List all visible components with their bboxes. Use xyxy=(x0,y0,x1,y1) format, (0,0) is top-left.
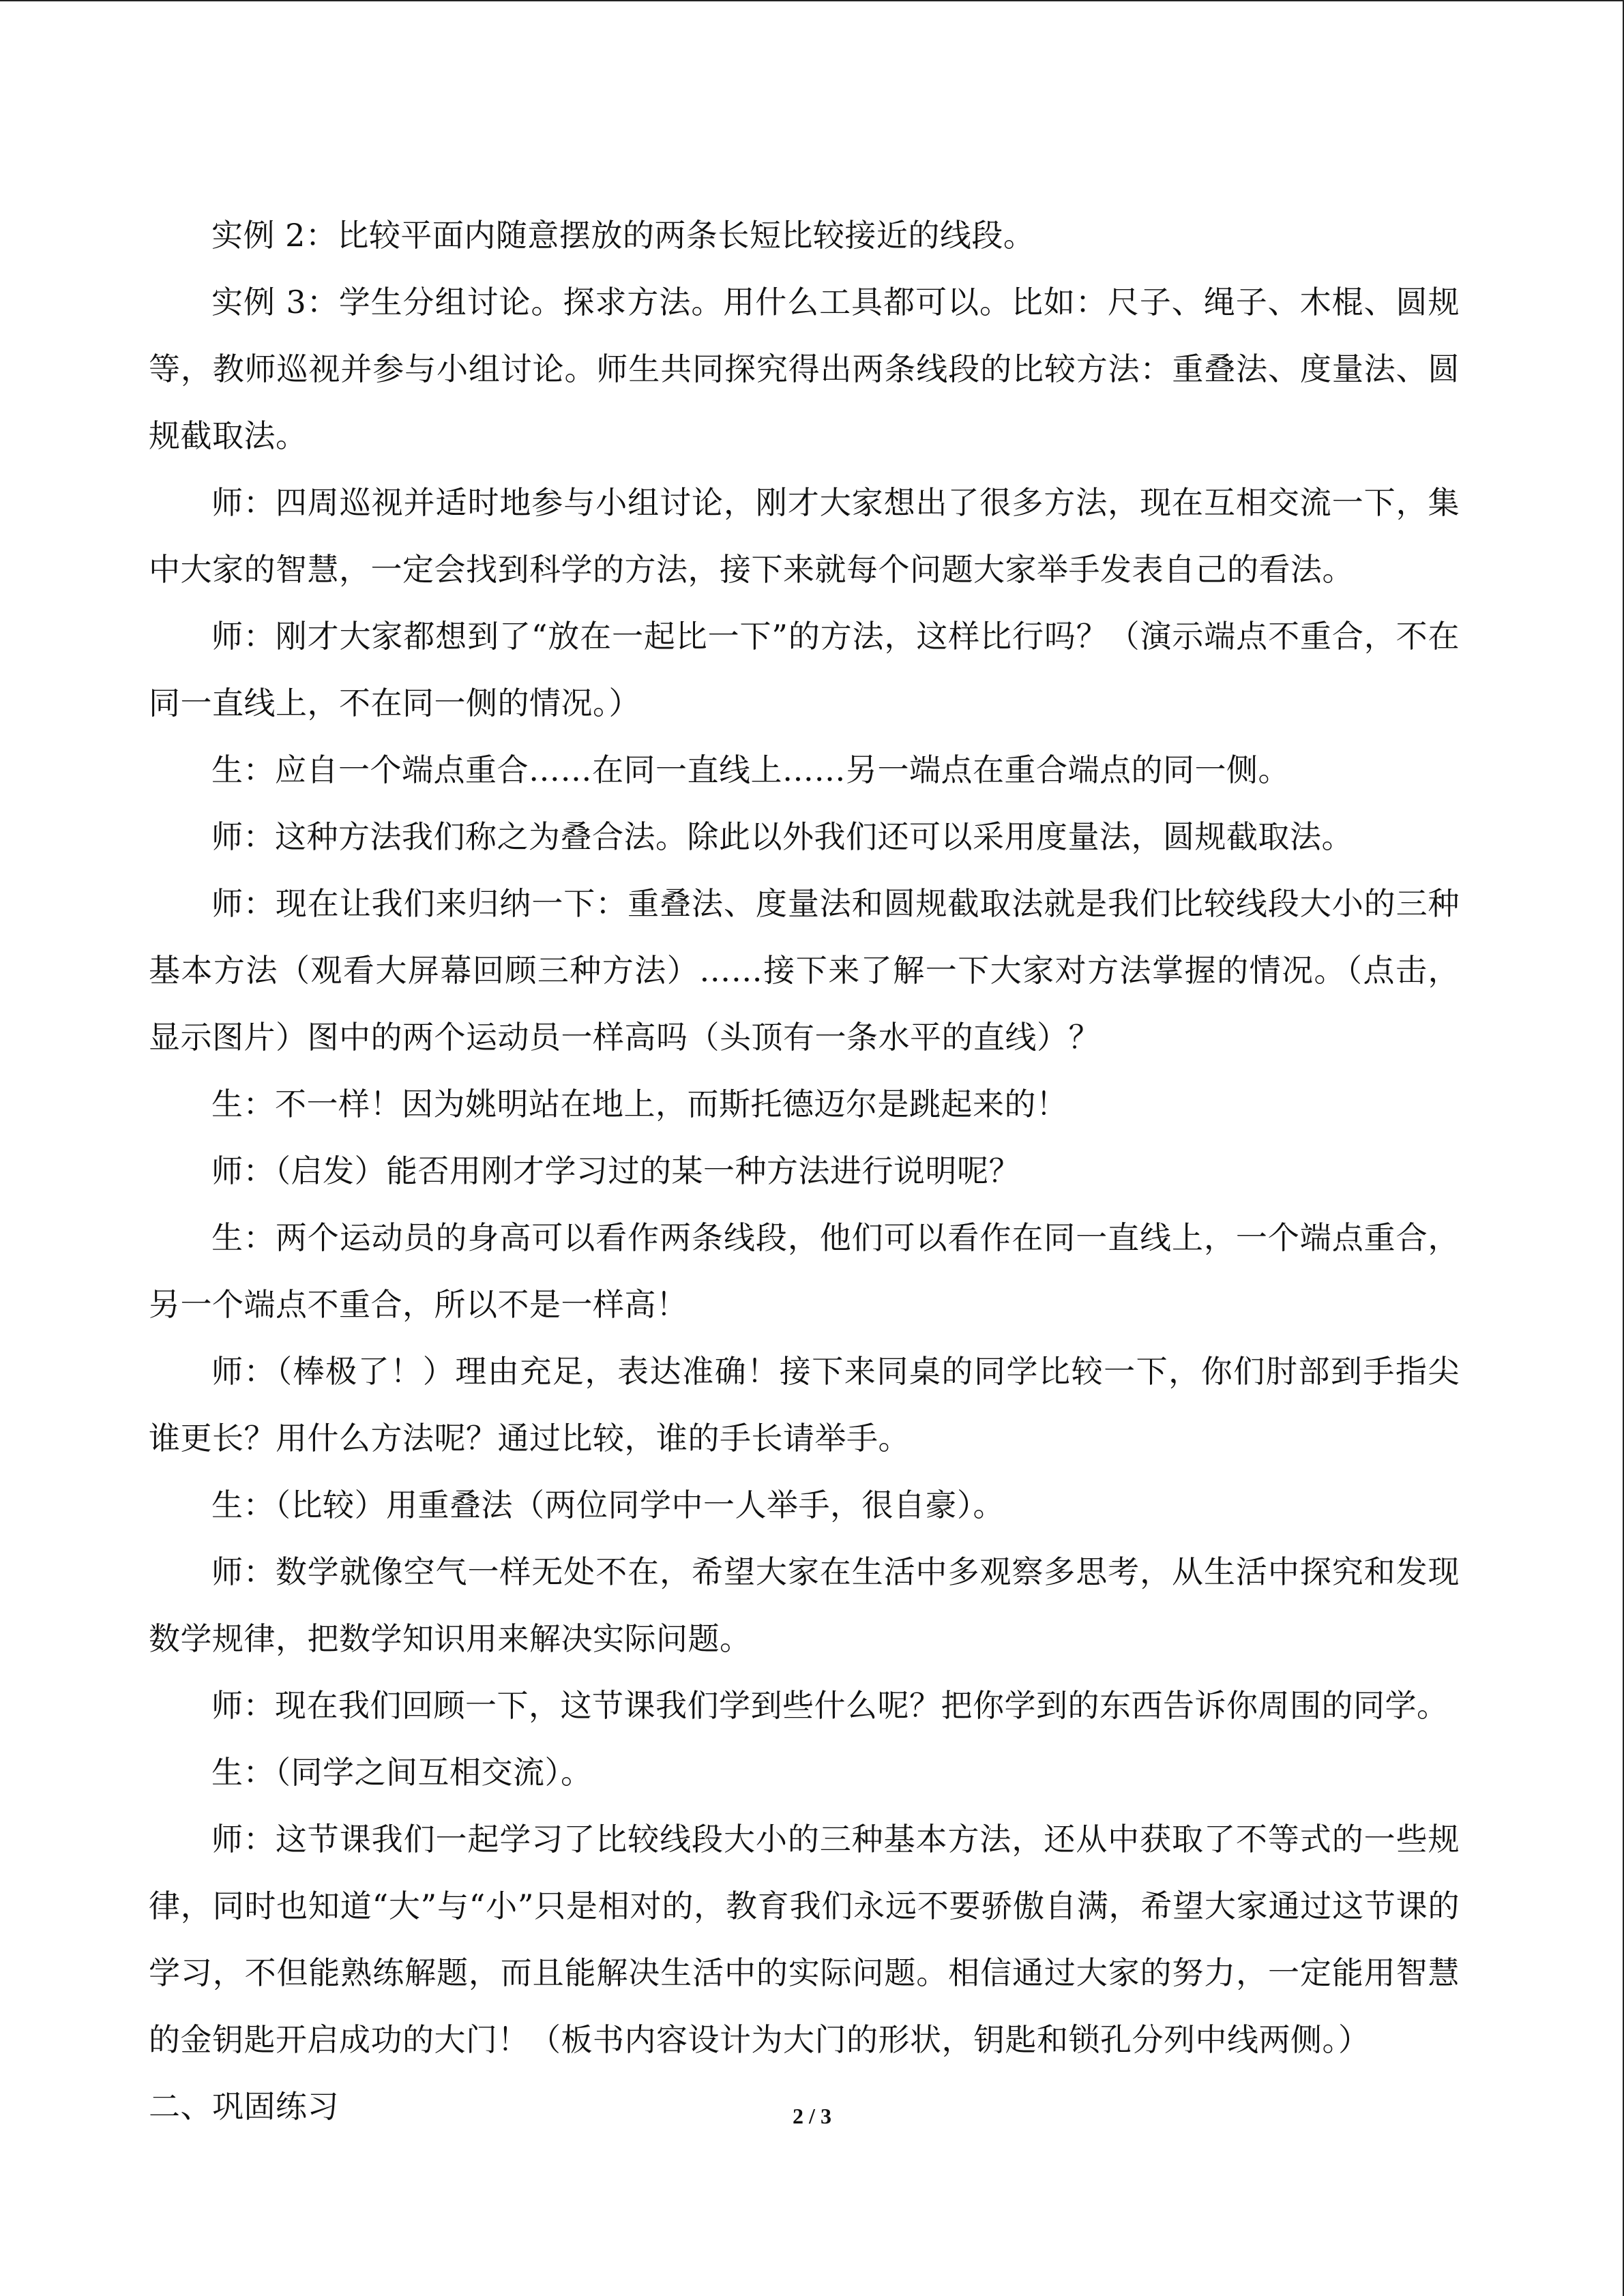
paragraph-student-2: 生：不一样！因为姚明站在地上，而斯托德迈尔是跳起来的！ xyxy=(211,1086,1068,1122)
paragraph-teacher-2: 师：刚才大家都想到了“放在一起比一下”的方法，这样比行吗？（演示端点不重合，不在同一直线上，不在同一侧的情况。） xyxy=(149,618,1460,721)
paragraph-student-5: 生：（同学之间互相交流）。 xyxy=(211,1754,593,1791)
paragraph-teacher-5: 师：（启发）能否用刚才学习过的某一种方法进行说明呢？ xyxy=(211,1152,1020,1189)
paragraph-example-3: 实例 3：学生分组讨论。探求方法。用什么工具都可以。比如：尺子、绳子、木棍、圆规等，教师巡视并参与小组讨论。师生共同探究得出两条线段的比较方法：重叠法、度量法、圆规截取法。 xyxy=(149,284,1460,454)
paragraph-student-4: 生：（比较）用重叠法（两位同学中一人举手，很自豪）。 xyxy=(211,1487,1005,1523)
paragraph-teacher-1: 师：四周巡视并适时地参与小组讨论，刚才大家想出了很多方法，现在互相交流一下，集中大家的智慧，一定会找到科学的方法，接下来就每个问题大家举手发表自己的看法。 xyxy=(149,484,1460,588)
paragraph-student-1: 生：应自一个端点重合……在同一直线上……另一端点在重合端点的同一侧。 xyxy=(211,751,1290,788)
paragraph-example-2: 实例 2：比较平面内随意摆放的两条长短比较接近的线段。 xyxy=(211,217,1035,254)
section-heading: 二、巩固练习 xyxy=(149,2088,339,2125)
document-body xyxy=(149,202,1460,2140)
paragraph-teacher-3: 师：这种方法我们称之为叠合法。除此以外我们还可以采用度量法，圆规截取法。 xyxy=(211,818,1353,855)
page-number: 2 / 3 xyxy=(793,2104,831,2128)
paragraph-teacher-6: 师：（棒极了！）理由充足，表达准确！接下来同桌的同学比较一下，你们肘部到手指尖谁更长？用什么方法呢？通过比较，谁的手长请举手。 xyxy=(149,1353,1460,1457)
paragraph-teacher-8: 师：现在我们回顾一下，这节课我们学到些什么呢？把你学到的东西告诉你周围的同学。 xyxy=(211,1687,1449,1724)
paragraph-teacher-4: 师：现在让我们来归纳一下：重叠法、度量法和圆规截取法就是我们比较线段大小的三种基本方法（观看大屏幕回顾三种方法）……接下来了解一下大家对方法掌握的情况。（点击，显示图片）图中的两个运动员一样高吗（头顶有一条水平的直线）？ xyxy=(149,885,1460,1056)
paragraph-student-3: 生：两个运动员的身高可以看作两条线段，他们可以看作在同一直线上，一个端点重合，另一个端点不重合，所以不是一样高！ xyxy=(149,1219,1460,1323)
paragraph-teacher-9: 师：这节课我们一起学习了比较线段大小的三种基本方法，还从中获取了不等式的一些规律，同时也知道“大”与“小”只是相对的，教育我们永远不要骄傲自满，希望大家通过这节课的学习，不但能熟练解题，而且能解决生活中的实际问题。相信通过大家的努力，一定能用智慧的金钥匙开启成功的大门！（板书内容设计为大门的形状，钥匙和锁孔分列中线两侧。） xyxy=(149,1821,1460,2058)
paragraph-teacher-7: 师：数学就像空气一样无处不在，希望大家在生活中多观察多思考，从生活中探究和发现数学规律，把数学知识用来解决实际问题。 xyxy=(149,1553,1460,1657)
